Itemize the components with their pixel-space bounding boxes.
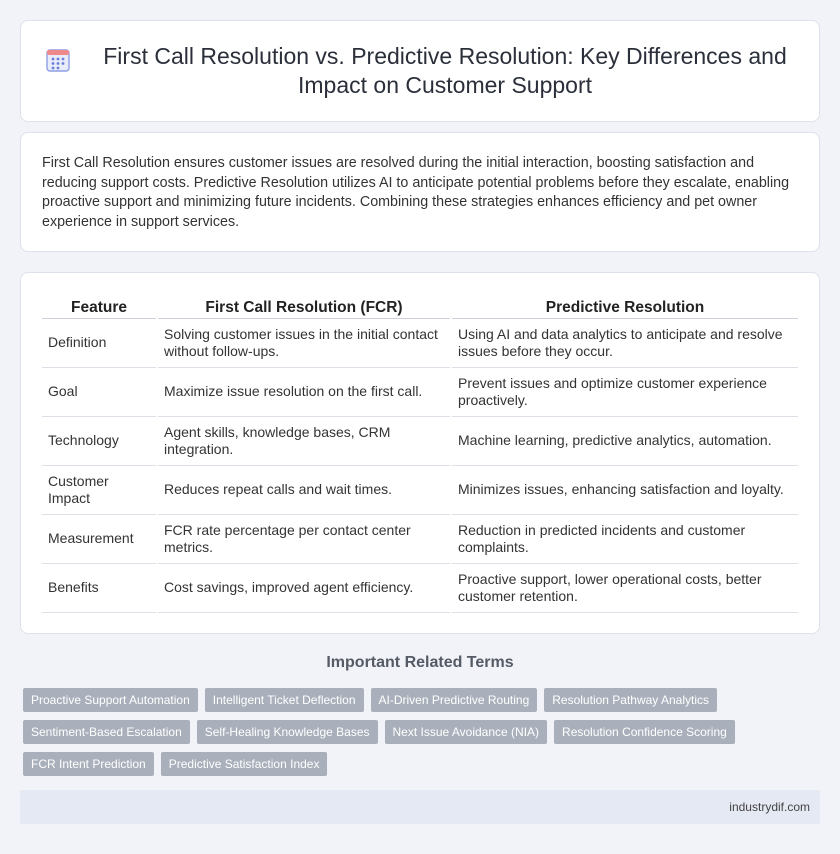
- row-fcr: FCR rate percentage per contact center metrics.: [158, 515, 450, 564]
- related-term-tag[interactable]: Sentiment-Based Escalation: [23, 720, 190, 744]
- row-fcr: Agent skills, knowledge bases, CRM integration.: [158, 417, 450, 466]
- row-fcr: Reduces repeat calls and wait times.: [158, 466, 450, 515]
- comparison-table: [42, 298, 798, 613]
- row-predictive: Reduction in predicted incidents and customer complaints.: [452, 515, 798, 564]
- related-terms-list: [23, 688, 803, 776]
- related-terms-title: Important Related Terms: [326, 654, 514, 671]
- footer-site-link[interactable]: industrydif.com: [729, 800, 810, 814]
- row-predictive: Using AI and data analytics to anticipate and resolve issues before they occur.: [452, 319, 798, 368]
- header-feature: Feature: [42, 298, 156, 319]
- row-feature: Definition: [42, 319, 156, 368]
- row-fcr: Cost savings, improved agent efficiency.: [158, 564, 450, 613]
- related-term-tag[interactable]: Resolution Confidence Scoring: [554, 720, 735, 744]
- table-row: [42, 466, 798, 515]
- row-feature: Goal: [42, 368, 156, 417]
- page-title: First Call Resolution vs. Predictive Resolution: Key Differences and Impact on Customer Support: [103, 43, 787, 98]
- table-row: [42, 368, 798, 417]
- related-term-tag[interactable]: AI-Driven Predictive Routing: [371, 688, 538, 712]
- table-row: [42, 564, 798, 613]
- related-term-tag[interactable]: Predictive Satisfaction Index: [161, 752, 328, 776]
- related-term-tag[interactable]: Intelligent Ticket Deflection: [205, 688, 364, 712]
- intro-card: [20, 132, 820, 252]
- related-term-tag[interactable]: FCR Intent Prediction: [23, 752, 154, 776]
- row-predictive: Machine learning, predictive analytics, automation.: [452, 417, 798, 466]
- table-row: [42, 417, 798, 466]
- row-feature: Customer Impact: [42, 466, 156, 515]
- header-card: [20, 20, 820, 122]
- footer: [20, 790, 820, 824]
- related-term-tag[interactable]: Proactive Support Automation: [23, 688, 198, 712]
- row-predictive: Minimizes issues, enhancing satisfaction and loyalty.: [452, 466, 798, 515]
- table-row: [42, 319, 798, 368]
- header-fcr: First Call Resolution (FCR): [158, 298, 450, 319]
- row-fcr: Solving customer issues in the initial contact without follow-ups.: [158, 319, 450, 368]
- row-feature: Measurement: [42, 515, 156, 564]
- related-term-tag[interactable]: Next Issue Avoidance (NIA): [385, 720, 548, 744]
- header-predictive: Predictive Resolution: [452, 298, 798, 319]
- row-fcr: Maximize issue resolution on the first call.: [158, 368, 450, 417]
- row-predictive: Prevent issues and optimize customer experience proactively.: [452, 368, 798, 417]
- row-feature: Benefits: [42, 564, 156, 613]
- table-header-row: [42, 298, 798, 319]
- table-row: [42, 515, 798, 564]
- related-term-tag[interactable]: Resolution Pathway Analytics: [544, 688, 717, 712]
- title-wrap: [43, 21, 797, 121]
- row-feature: Technology: [42, 417, 156, 466]
- related-term-tag[interactable]: Self-Healing Knowledge Bases: [197, 720, 378, 744]
- intro-paragraph: First Call Resolution ensures customer issues are resolved during the initial interaction, boosting satisfaction and reducing support costs. Predictive Resolution utilizes AI to anticipate potential problems before they escalate, enabling proactive support and minimizing future incidents. Combining these strategies enhances efficiency and pet owner experience in support services.: [42, 155, 790, 230]
- row-predictive: Proactive support, lower operational costs, better customer retention.: [452, 564, 798, 613]
- comparison-table-card: [20, 272, 820, 634]
